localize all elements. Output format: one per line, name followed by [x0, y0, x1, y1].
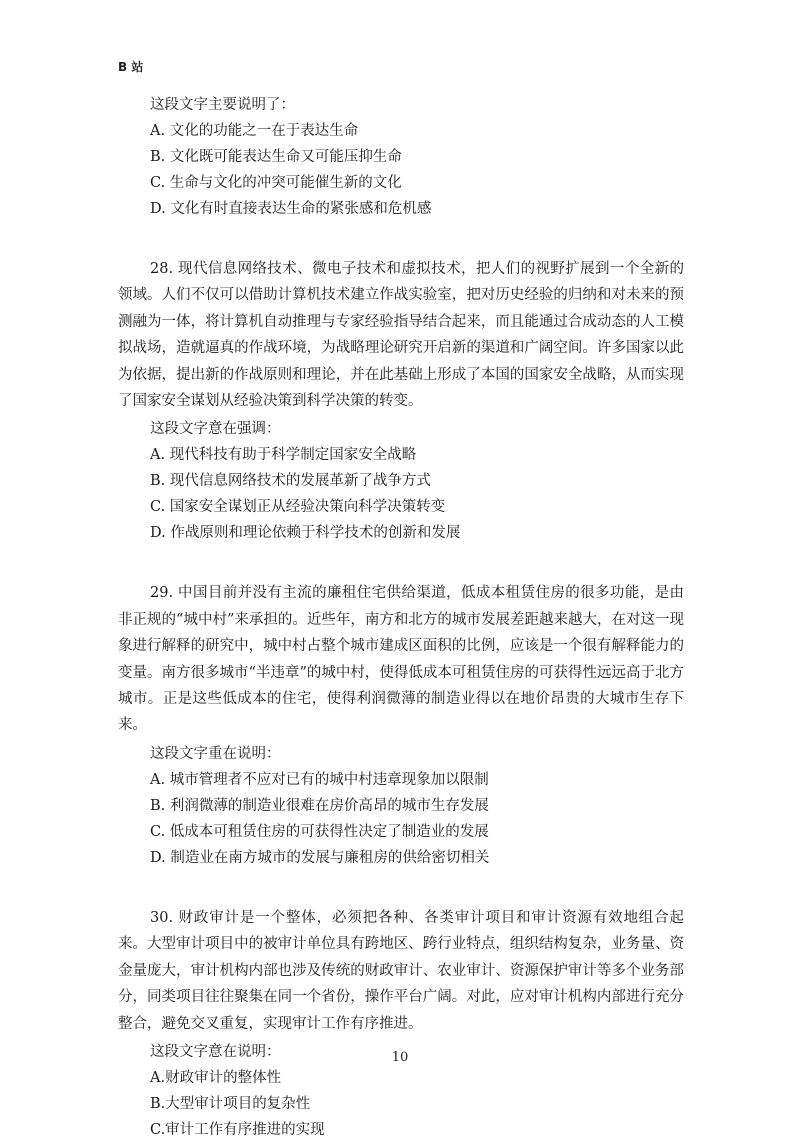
option-b: B. 文化既可能表达生命又可能压抑生命 — [150, 149, 402, 165]
option-a: A. 现代科技有助于科学制定国家安全战略 — [150, 447, 417, 464]
option-b: B. 利润微薄的制造业很难在房价高昂的城市生存发展 — [150, 797, 489, 814]
page-content — [118, 92, 684, 1143]
option-d: D. 制造业在南方城市的发展与廉租房的供给密切相关 — [150, 849, 490, 866]
question-28 — [118, 256, 684, 546]
option-c: C.审计工作有序推进的实现 — [150, 1121, 325, 1138]
option-a: A. 文化的功能之一在于表达生命 — [150, 123, 359, 139]
question-block-prev — [118, 92, 684, 222]
option-b: B. 现代信息网络技术的发展革新了战争方式 — [150, 473, 431, 490]
option-a: A.财政审计的整体性 — [150, 1069, 282, 1086]
question-prompt: 这段文字意在说明： — [150, 1043, 281, 1060]
question-text: 29. 中国目前并没有主流的廉租住宅供给渠道，低成本租赁住房的很多功能，是由非正规的“城中村”来承担的。近些年，南方和北方的城市发展差距越来越大，在对这一现象进行解释的研究中，城中村占整个城市建成区面积的比例，应该是一个很有解释能力的变量。南方很多城市“半违章”的城中村，使得低成本可租赁住房的可获得性远远高于北方城市。正是这些低成本的住宅，使得利润微薄的制造业得以在地价昂贵的大城市生存下来。 — [118, 585, 684, 734]
option-c: C. 生命与文化的冲突可能催生新的文化 — [150, 175, 402, 191]
question-prompt: 这段文字重在说明： — [150, 745, 281, 762]
question-prompt: 这段文字意在强调： — [150, 421, 281, 438]
page-number: 10 — [391, 1050, 409, 1065]
question-29 — [118, 580, 684, 870]
option-c: C. 低成本可租赁住房的可获得性决定了制造业的发展 — [150, 823, 489, 840]
option-a: A. 城市管理者不应对已有的城中村违章现象加以限制 — [150, 771, 489, 788]
option-c: C. 国家安全谋划正从经验决策向科学决策转变 — [150, 499, 446, 516]
question-prompt: 这段文字主要说明了： — [150, 97, 295, 113]
question-text: 30. 财政审计是一个整体，必须把各种、各类审计项目和审计资源有效地组合起来。大型审计项目中的被审计单位具有跨地区、跨行业特点，组织结构复杂，业务量、资金量庞大，审计机构内部也涉及传统的财政审计、农业审计、资源保护审计等多个业务部分，同类项目往往聚集在同一个省份，操作平台广阔。对此，应对审计机构内部进行充分整合，避免交叉重复，实现审计工作有序推进。 — [118, 909, 684, 1032]
option-b: B.大型审计项目的复杂性 — [150, 1095, 311, 1112]
question-text: 28. 现代信息网络技术、微电子技术和虚拟技术，把人们的视野扩展到一个全新的领域。人们不仅可以借助计算机技术建立作战实验室，把对历史经验的归纳和对未来的预测融为一体，将计算机自动推理与专家经验指导结合起来，而且能通过合成动态的人工模拟战场，造就逼真的作战环境，为战略理论研究开启新的渠道和广阔空间。许多国家以此为依据，提出新的作战原则和理论，并在此基础上形成了本国的国家安全战略，从而实现了国家安全谋划从经验决策到科学决策的转变。 — [118, 261, 684, 410]
option-d: D. 作战原则和理论依赖于科学技术的创新和发展 — [150, 525, 461, 542]
header-mark: B 站 — [118, 60, 144, 74]
option-d: D. 文化有时直接表达生命的紧张感和危机感 — [150, 201, 432, 217]
question-30 — [118, 905, 684, 1143]
